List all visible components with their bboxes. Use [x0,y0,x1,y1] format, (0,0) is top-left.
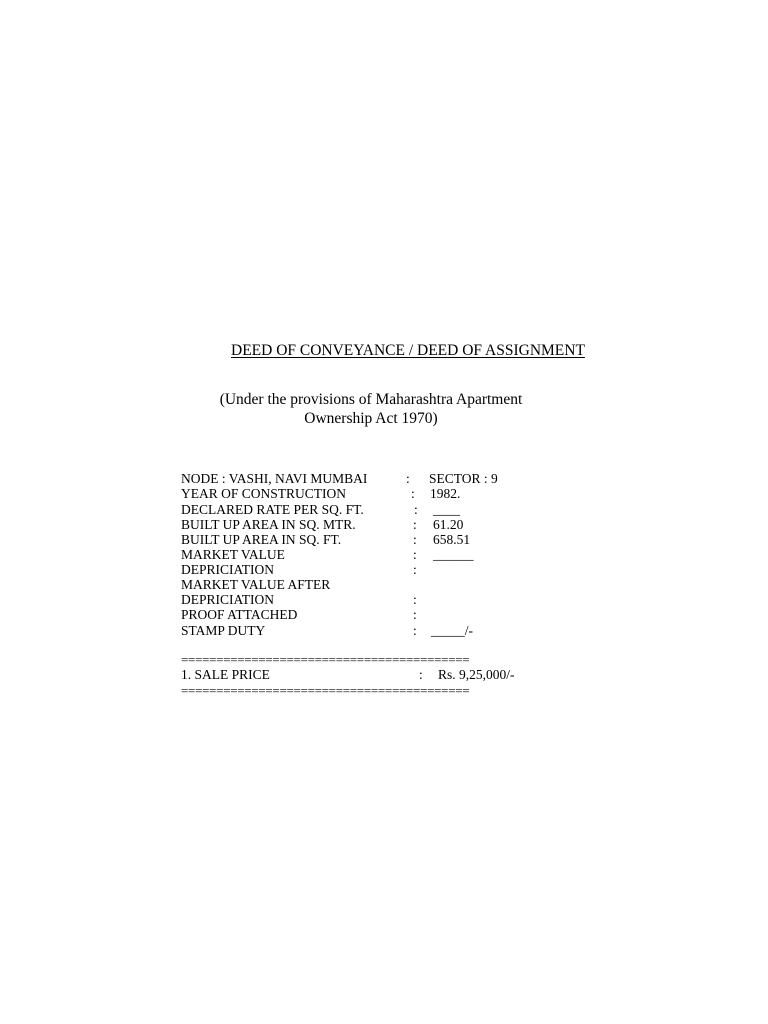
field-built-up-area-sq-mtr [181,517,561,533]
field-label: STAMP DUTY [181,623,266,638]
field-colon: : [413,517,417,532]
field-proof-attached [181,607,561,623]
field-depriciation [181,562,561,578]
field-colon: : [413,607,417,622]
separator-top: ========================================= [181,652,470,667]
field-label: BUILT UP AREA IN SQ. MTR. [181,517,356,532]
field-label: DEPRICIATION [181,562,274,577]
field-built-up-area-sq-ft [181,532,561,548]
field-value: _____/- [431,623,473,638]
field-market-value [181,547,561,563]
field-value: 658.51 [433,532,471,547]
field-value: ______ [433,547,474,562]
field-colon: : [411,486,415,501]
field-stamp-duty [181,623,561,639]
field-value: ____ [433,502,460,517]
subtitle-line-1: (Under the provisions of Maharashtra Apartment [219,391,523,408]
field-label: PROOF ATTACHED [181,607,298,622]
document-subtitle [196,390,546,428]
subtitle-line-2: Ownership Act 1970) [304,410,438,427]
field-label: BUILT UP AREA IN SQ. FT. [181,532,342,547]
separator-bottom: ========================================= [181,683,470,698]
field-label: DEPRICIATION [181,592,274,607]
field-value: SECTOR : 9 [429,471,498,486]
field-colon: : [414,502,418,517]
field-node [181,471,561,487]
field-depriciation-2 [181,592,561,608]
field-value: 1982. [430,486,461,501]
field-value: 61.20 [433,517,464,532]
field-value: Rs. 9,25,000/- [438,667,515,682]
field-colon: : [413,562,417,577]
field-colon: : [413,532,417,547]
field-label: YEAR OF CONSTRUCTION [181,486,347,501]
field-colon: : [413,623,417,638]
field-label: MARKET VALUE AFTER [181,577,331,592]
field-label: MARKET VALUE [181,547,285,562]
field-label: NODE : VASHI, NAVI MUMBAI [181,471,368,486]
field-colon: : [406,471,410,486]
field-year-of-construction [181,486,561,502]
field-label: DECLARED RATE PER SQ. FT. [181,502,364,517]
field-sale-price [181,667,561,683]
field-colon: : [413,547,417,562]
field-market-value-after [181,577,561,593]
field-label: 1. SALE PRICE [181,667,270,682]
field-colon: : [419,667,423,682]
document-title: DEED OF CONVEYANCE / DEED OF ASSIGNMENT [231,342,585,359]
field-colon: : [413,592,417,607]
field-declared-rate [181,502,561,518]
